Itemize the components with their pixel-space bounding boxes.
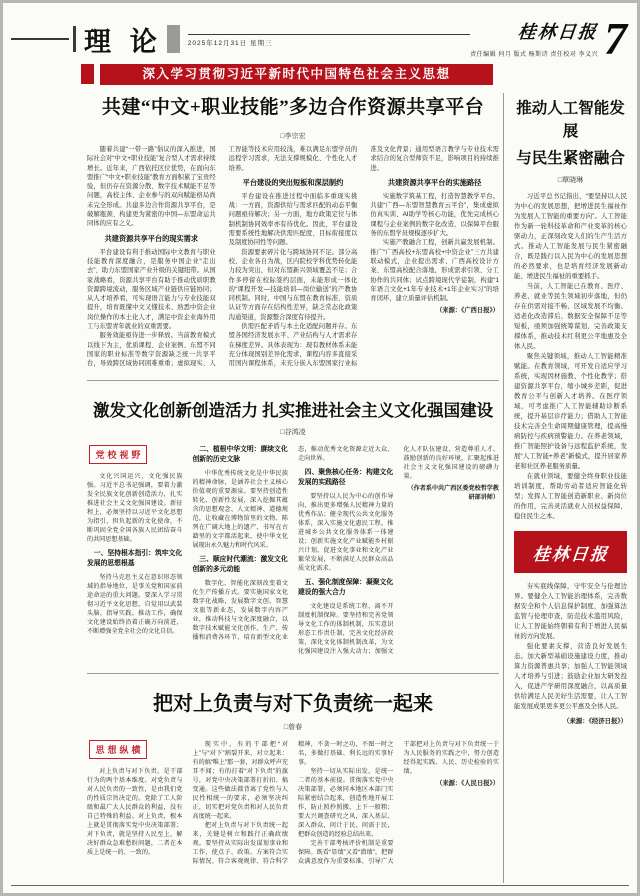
column-subhead: 四、聚焦核心任务：构建文化发展的实践路径 <box>298 469 394 486</box>
body-paragraph: 坚持马克思主义在意识形态领域的指导地位，是事关党和国家前途命运的重大问题。要深入学习贯彻习近平文化思想，自觉用以武装头脑、指导实践、推动工作，确保文化建设始终沿着正确方向前进，不断增强全党全社会的文化自信。 <box>87 574 183 635</box>
column-subhead: 平台建设的突出短板和深层制约 <box>242 177 344 187</box>
article2-columns <box>87 445 499 657</box>
sidebar-paragraphs-top <box>514 192 627 522</box>
author-note: （作者系中共广西区委党校哲学教研部讲师） <box>407 485 499 501</box>
article3-byline: □曾春 <box>283 724 303 731</box>
sidebar-byline: □覃晓琳 <box>557 177 584 184</box>
body-paragraph: 实施产教融合工程，创新共赢发展机制。推广“广西高校+东盟高校+中资企业”三方共建联动模式，企业提出需求、广西高校设计方案、东盟高校配合落地，形成需求引领、分工协作的共同体；试点跨境现代学徒制，构建“1年语言文化+1年专业技术+1年企业实习”的培育闭环，建立质量评估机制。 <box>370 239 499 303</box>
column-label-dangxiao: 党校视野 <box>89 445 147 464</box>
section-divider-block <box>167 25 180 53</box>
article2 <box>87 385 499 669</box>
body-paragraph: 把对上负责与对下负责统一起来，关键是树立和践行正确政绩观。要坚持从实际出发谋划事业和工作，使点子、政策、方案符合实际情况、符合客观规律、符合科学精神，不贪一时之功、不图一时之名，多做打基础、利长远的实事好事。 <box>192 741 394 865</box>
newspaper-page <box>3 3 637 893</box>
article3-headline: 把对上负责与对下负责统一起来 <box>153 693 433 715</box>
sidebar-article <box>503 93 627 883</box>
body-paragraph: 坚持一切从实际出发，是统一二者的基本前提。贯彻落实党中央决策部署，必须同本地区本部门实际紧密结合起来，创造性地开展工作，防止照抄照搬、上下一般粗；要大兴调查研究之风，深入基层、深入群众，问计于民、问需于民，把群众创造的经验总结出来。 <box>298 768 394 838</box>
banner-square <box>81 64 94 84</box>
body-paragraph: 强化要素支撑，营造良好发展生态。加大新型基础设施建设力度，推动算力资源普惠共享；加强人工智能领域人才培养与引进；鼓励企业加大研发投入，促进产学研用深度融合，以高质量供给满足人民美好生活需要，让人工智能发展成果更多更公平惠及全体人民。 <box>514 643 627 710</box>
newspaper-logo-text: 桂林日报 <box>531 544 610 564</box>
section-separator-1 <box>87 380 499 381</box>
body-paragraph: 实施数字筑基工程，打造智慧教学平台。共建“广西—东盟智慧教育云平台”，集成虚拟仿真实训、AI助学等核心功能，优先完成核心课程与企业案例的数字化改造，以保障平台服务的东盟学员规模逐步扩大。 <box>370 192 499 238</box>
article1-headline: 共建“中文+职业技能”多边合作资源共享平台 <box>101 97 485 118</box>
source-attribution: （来源：《人民日报》） <box>436 780 499 787</box>
staff-line: 责任编辑 何月 版式 杨斯诗 责任校对 李义兴 <box>470 52 598 58</box>
sidebar-source-attribution: （来源：《经济日报》） <box>563 718 627 725</box>
body-paragraph: 文化兴国运兴，文化强民族强。习近平总书记强调，要着力激发全民族文化创新创造活力，扎实推进社会主义文化强国建设。新征程上，必须坚持以习近平文化思想为指引，担负起新的文化使命，不断巩固全党全国各族人民团结奋斗的共同思想基础。 <box>87 473 183 543</box>
header-left <box>11 17 470 61</box>
article3-columns <box>87 740 499 874</box>
column-subhead: 共建资源共享平台的现实需求 <box>104 233 199 243</box>
section-title: 理 论 <box>84 26 163 57</box>
body-paragraph: 中华优秀传统文化是中华民族的精神命脉，是涵养社会主义核心价值观的重要源泉。要坚持创造性转化、创新性发展，深入挖掘其蕴含的思想观念、人文精神、道德规范，让收藏在博物馆里的文物、陈列在广阔大地上的遗产、书写在古籍里的文字都活起来，使中华文化展现出永久魅力和时代风采。 <box>192 470 288 549</box>
body-paragraph: 在就业领域，要健全终身职业技能培训制度，帮助劳动者适应智能化转型；发挥人工智能创造新职业、新岗位的作用，完善灵活就业人员权益保障，稳住民生之本。 <box>514 473 627 520</box>
page-bottom-rule <box>11 885 629 886</box>
body-paragraph: 当前，人工智能已在教育、医疗、养老、就业等民生领域初步落地，但仍存在供需对接不畅、区域发展不均衡、适老化改造滞后、数据安全保障不足等短板，亟须加强统筹谋划，完善政策支撑体系，推动技术红利更公平地惠及全体人民。 <box>514 283 627 350</box>
article2-headline: 激发文化创新创造活力 扎实推进社会主义文化强国建设 <box>92 401 494 420</box>
article1-columns <box>87 145 499 375</box>
page-header <box>11 13 627 64</box>
section-separator-2 <box>87 673 499 674</box>
column-subhead: 一、坚持根本指引：筑牢文化发展的思想根基 <box>87 550 183 567</box>
sidebar-headline-line1: 推动人工智能发展 <box>516 100 625 140</box>
body-paragraph: 平台建设有利于推动国际中文教育与职业技能教育深度融合，是服务中国企业“走出去”、助力东盟国家产业升级的关键纽带。从国家战略看，资源共享平台有助于推动优质职教资源跨境流动，服务区域产业链供应链协同；从人才培养看，可实现语言能力与专业技能双提升，培育既懂中文又懂技术、熟悉中资企业岗位操作的本土化人才，满足中资企业海外用工与东盟青年就业的双重需要。 <box>87 248 216 331</box>
column-subhead: 共建资源共享平台的实施路径 <box>387 177 482 187</box>
sidebar-paragraphs-bottom <box>514 582 627 712</box>
theme-banner: 深入学习贯彻习近平新时代中国特色社会主义思想 <box>100 64 493 85</box>
article3 <box>87 677 499 887</box>
header-right <box>470 13 627 64</box>
column-subhead: 五、强化制度保障：凝聚文化建设的强大合力 <box>298 579 394 596</box>
column-label-sixiang: 思想纵横 <box>89 740 147 759</box>
body-paragraph: 平台建设在推进过程中面临多重现实挑战：一方面，资源供给与需求匹配的动态平衡问题亟待解决；另一方面，地方政策定位与体制机制协同效率亦有待优化。因此，平台建设需要系统性地解决供需匹配度、目标衔接度以及制度协同性等问题。 <box>228 192 358 247</box>
article2-byline: □谷鸿凌 <box>280 429 306 436</box>
body-paragraph: 资源要素碎片化与跨域协同不足。部分高校、企业各自为战，区内院校学科优势转化能力较为突出，但对东盟新兴领域覆盖不足；合作多停留在校际签约层面，未能形成一体化的“课程开发—技能培训—岗位输送”的产教协同机制。同时，中国与东盟在教育标准、资质认证等方面存在结构性差异，缺乏常态化政策沟通渠道，资源整合深度有待提升。 <box>228 248 358 321</box>
body-paragraph: 夯实底线保障，守牢安全与伦理边界。要健全人工智能治理体系，完善数据安全和个人信息保护制度，加强算法监管与伦理审查，防范技术滥用风险，让人工智能始终朝着有利于增进人民福祉的方向发展。 <box>514 583 627 640</box>
sidebar-headline-line2: 与民生紧密融合 <box>516 150 625 167</box>
article1-byline: □李宗宏 <box>280 133 306 140</box>
body-paragraph: 文化建设是系统工程，离不开制度机制保障。要坚持和完善党领导文化工作的体制机制，压实意识形态工作责任制，完善文化经济政策，深化文化体制机制改革，为文化强国建设注入强大动力；加强文化人才队伍建设，营造尊重人才、鼓励创新的良好环境，汇聚起推进社会主义文化强国建设的磅礴力量。 <box>298 446 499 655</box>
header-decor-bar <box>73 26 76 52</box>
body-paragraph: 对上负责与对下负责，是干部行为的两个基本维度。对党负责与对人民负责的一致性，是由我们党的性质宗旨决定的。党除了工人阶级和最广大人民群众的利益，没有自己特殊的利益。对上负责，根本上就是贯彻落实党中央决策部署；对下负责，就是坚持人民至上，解决好群众急难愁盼问题，二者在本质上是统一的、一致的。 <box>87 768 183 856</box>
body-paragraph: 要坚持以人民为中心的创作导向，推出更多增强人民精神力量的优秀作品；健全现代公共文化服务体系，深入实施文化惠民工程，推进城乡公共文化服务体系一体建设；创新实施文化产业赋能乡村振兴计划，促进文化事业和文化产业繁荣发展，不断满足人民群众高品质文化需求。 <box>298 493 394 572</box>
page-number: 7 <box>604 13 627 64</box>
newspaper-logo-box <box>514 531 627 573</box>
date-line: 2025年12月31日 星期三 <box>187 39 273 47</box>
column-subhead: 二、植根中华文明：赓续文化创新的历史文脉 <box>192 446 288 463</box>
body-paragraph: 习近平总书记指出，“要坚持以人民为中心的发展思想，把增进民生福祉作为发展人工智能的重要方向”。人工智能作为新一轮科技革命和产业变革的核心驱动力，正深刻改变人们的生产生活方式。推动人工智能发展与民生紧密融合，既是践行以人民为中心的发展思想的必然要求，也是培育经济发展新动能、增进民生福祉的重要抓手。 <box>514 193 627 280</box>
body-paragraph: 数字化、智能化深刻改变着文化生产传播方式。要实施国家文化数字化战略，发展数字文创、智慧文旅等新业态，发展数字内容产业，推动科技与文化深度融合，以数字技术赋能文化创作、生产、传播和消费各环节，培育新型文化业态，推动优秀文化资源走近大众、走向世界。 <box>192 446 394 641</box>
body-paragraph: 服务效能亟待进一步释放。当前教育模式以线下为主，优质课程、企业案例、东盟不同国家的职业标准等数字资源缺乏统一共享平台，导致跨区域协同困难重重；虚拟现实、人工智能等技术应用较浅，难以满足东盟学员的远程学习需求，无法支撑规模化、个性化人才培养。 <box>87 146 358 368</box>
source-attribution: （来源：《广西日报》） <box>436 307 499 315</box>
masthead-column <box>470 18 598 58</box>
masthead: 桂林日报 <box>516 22 599 42</box>
body-paragraph: 聚焦关键领域，推动人工智能精准赋能。在教育领域，可开发自适应学习系统，实现因材施教、个性化教学；搭建资源共享平台，缩小城乡差距，促进教育公平与创新人才培养。在医疗领域，可考虑推广人工智能辅助诊断系统，提升基层诊疗能力；借助人工智能技术完善全生命周期健康管理，提高慢病防控与疾病预警能力。在养老领域，推广智能照护设备与远程监护系统，发展“人工智能+养老”新模式，提升居家养老和社区养老服务质量。 <box>514 353 627 470</box>
header-middle <box>188 34 470 47</box>
body-paragraph: 供需匹配矛盾与本土化适配问题并存。东盟各国经济发展水平、产业结构与人才需求存在梯度差异。具体表现为：现有教材体系未能充分体现国别差异化需求，课程内容多直接采用国内课程体系，未充分嵌入东盟国家行业标准及文化背景；通用型语言教学与专业技术需求结合的复合型师资不足，影响项目的持续推进。 <box>228 146 499 368</box>
column-subhead: 三、顺应时代潮流：激发文化创新的多元动能 <box>192 556 288 573</box>
body-paragraph: 现实中，有的干部把“对上”与“对下”割裂开来、对立起来：有的搞“唯上”那一套，对群众呼声充耳不闻；有的打着“对下负责”的旗号，对党中央决策部署打折扣、搞变通。这些做法都背离了党性与人民性相统一的要求，必须坚决纠正，切实把对党负责和对人民负责高度统一起来。 <box>192 741 288 820</box>
body-paragraph: 随着共建“一带一路”倡议的深入推进，国际社会对“中文+职业技能”复合型人才需求持续增长。近年来，广西依托区位优势，在面向东盟推广“中文+职业技能”教育方面积累了宝贵经验，但仍存在资源分散、数字技术赋能不足等问题，高校主体、企业参与的双向赋能格局尚未完全形成。共建多边合作资源共享平台，是破解瓶颈、构建更为紧密的中国—东盟命运共同体的应有之义。 <box>87 146 216 228</box>
header-decor-line <box>11 38 69 40</box>
header-rule <box>188 34 470 35</box>
body-paragraph: 完善干部考核评价机制是重要保障。既看“显绩”又看“潜绩”，把群众满意度作为重要标准，引导广大干部把对上负责与对下负责统一于为人民服务的实践之中，努力创造经得起实践、人民、历史检验的实绩。 <box>298 741 499 865</box>
